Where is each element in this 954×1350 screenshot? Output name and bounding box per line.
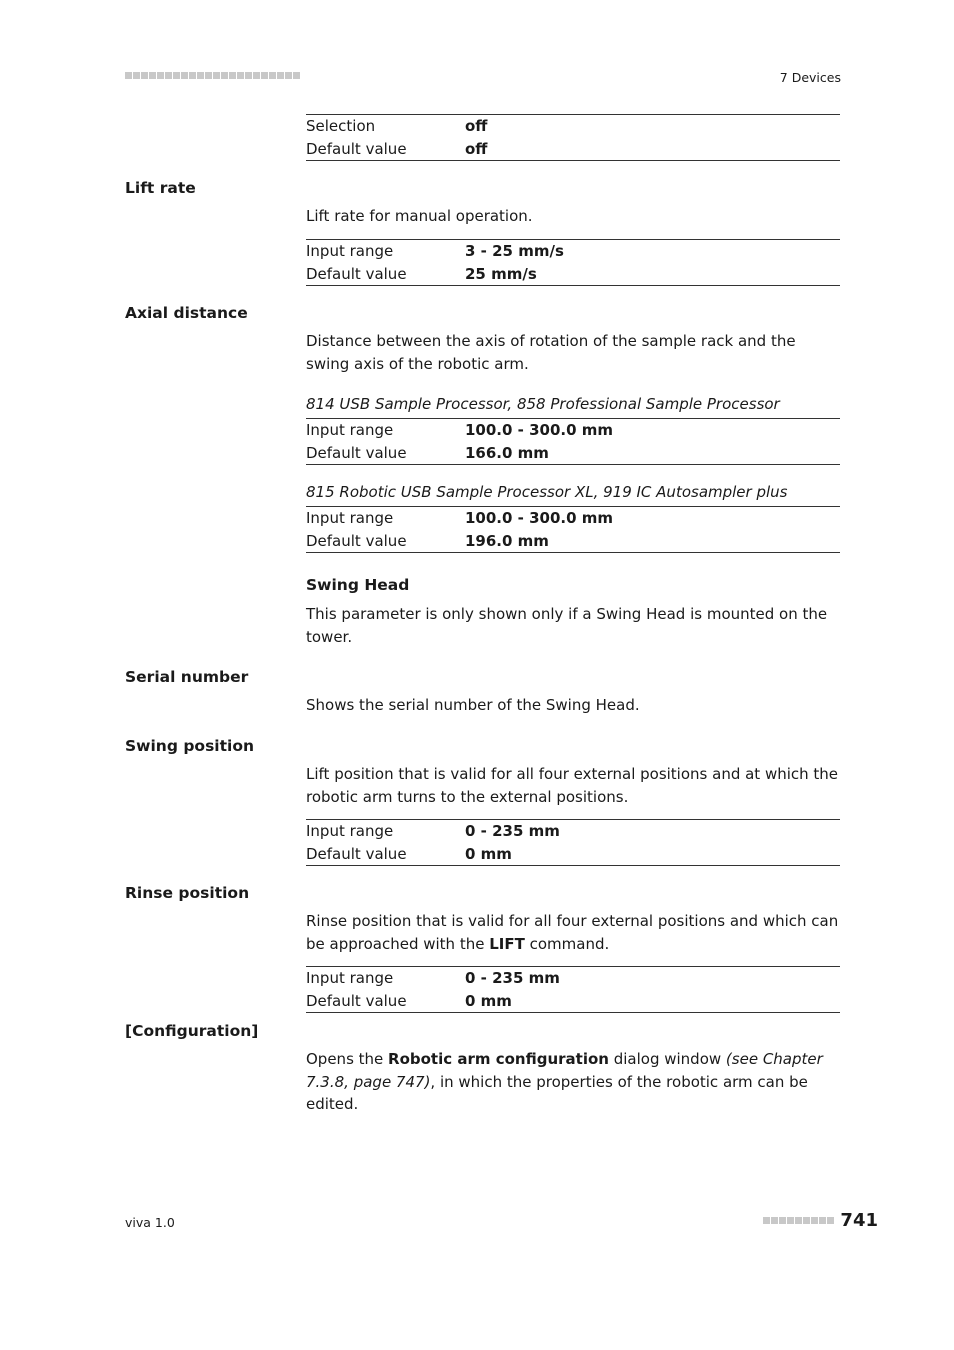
axial-caption-1: 814 USB Sample Processor, 858 Professional Sample Processor — [306, 395, 780, 413]
serial-number-heading: Serial number — [125, 668, 249, 686]
chapter-link[interactable]: (see Chapter 7.3.8, page 747) — [306, 1050, 823, 1091]
table-row — [306, 419, 840, 442]
table-row — [306, 263, 840, 286]
selection-table — [306, 114, 840, 161]
axial-distance-heading: Axial distance — [125, 304, 248, 322]
lift-rate-heading: Lift rate — [125, 179, 196, 197]
footer-decoration — [763, 1217, 834, 1224]
swing-head-subheading: Swing Head — [306, 576, 410, 594]
param-value: 25 mm/s — [465, 264, 537, 283]
param-value: off — [465, 117, 488, 135]
axial-table-2 — [306, 506, 840, 553]
param-value: off — [465, 139, 488, 158]
param-value: 3 - 25 mm/s — [465, 242, 564, 260]
serial-number-description: Shows the serial number of the Swing Head. — [306, 696, 640, 714]
table-row — [306, 138, 840, 161]
table-row — [306, 820, 840, 843]
dialog-name: Robotic arm configuration — [388, 1050, 609, 1068]
param-key: Default value — [306, 139, 407, 158]
param-key: Default value — [306, 443, 407, 462]
axial-caption-2: 815 Robotic USB Sample Processor XL, 919 IC Autosampler plus — [306, 483, 788, 501]
param-key: Default value — [306, 531, 407, 550]
param-value: 0 - 235 mm — [465, 969, 560, 987]
header-decoration — [125, 72, 300, 79]
param-key: Input range — [306, 509, 394, 527]
rinse-position-heading: Rinse position — [125, 884, 250, 902]
lift-command: LIFT — [489, 934, 525, 953]
table-row — [306, 240, 840, 263]
page-number: 741 — [840, 1210, 878, 1231]
param-key: Selection — [306, 117, 376, 135]
table-row — [306, 530, 840, 553]
param-key: Input range — [306, 242, 394, 260]
table-row — [306, 507, 840, 530]
chapter-label: 7 Devices — [779, 70, 841, 85]
param-key: Input range — [306, 969, 394, 987]
param-value: 100.0 - 300.0 mm — [465, 421, 614, 439]
table-row — [306, 442, 840, 465]
param-key: Default value — [306, 991, 407, 1010]
swing-position-heading: Swing position — [125, 737, 255, 755]
axial-table-1 — [306, 418, 840, 465]
lift-rate-table — [306, 239, 840, 286]
footer-page — [763, 1210, 878, 1231]
lift-rate-description: Lift rate for manual operation. — [306, 207, 533, 225]
param-key: Input range — [306, 822, 394, 840]
configuration-description: Opens the Robotic arm configuration dialog window (see Chapter 7.3.8, page 747), in which the properties of the robotic arm can be edited. — [306, 1050, 823, 1113]
rinse-position-description: Rinse position that is valid for all four external positions and which can be approached with the LIFT command. — [306, 912, 839, 953]
product-label: viva 1.0 — [125, 1215, 175, 1230]
param-value: 0 mm — [465, 991, 512, 1010]
param-value: 100.0 - 300.0 mm — [465, 509, 614, 527]
swing-position-description: Lift position that is valid for all four external positions and at which the robotic arm turns to the external positions. — [306, 765, 839, 806]
table-row — [306, 967, 840, 990]
param-value: 166.0 mm — [465, 443, 549, 462]
param-key: Input range — [306, 421, 394, 439]
param-value: 196.0 mm — [465, 531, 549, 550]
param-key: Default value — [306, 264, 407, 283]
table-row — [306, 115, 840, 138]
table-row — [306, 990, 840, 1013]
rinse-position-table — [306, 966, 840, 1013]
param-key: Default value — [306, 844, 407, 863]
table-row — [306, 843, 840, 866]
axial-distance-description: Distance between the axis of rotation of the sample rack and the swing axis of the robotic arm. — [306, 332, 796, 373]
configuration-heading: [Configuration] — [125, 1022, 259, 1040]
swing-head-description: This parameter is only shown only if a Swing Head is mounted on the tower. — [306, 605, 828, 646]
param-value: 0 mm — [465, 844, 512, 863]
param-value: 0 - 235 mm — [465, 822, 560, 840]
swing-position-table — [306, 819, 840, 866]
